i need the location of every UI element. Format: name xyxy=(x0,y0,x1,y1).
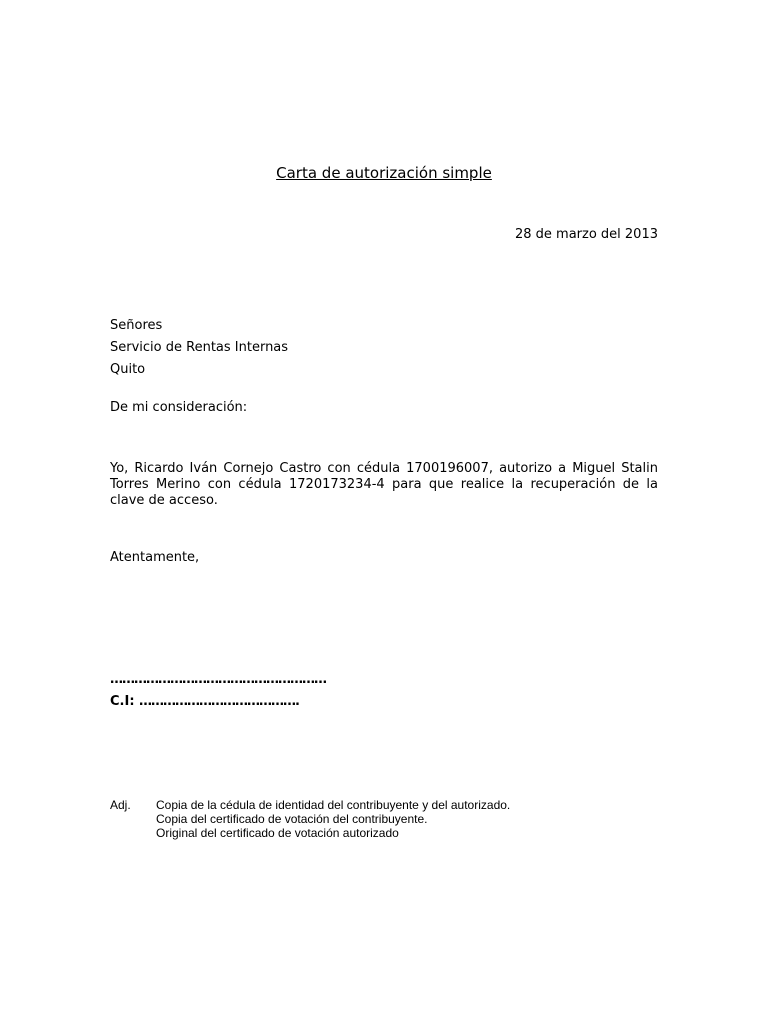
recipient-line-2: Servicio de Rentas Internas xyxy=(110,340,289,355)
attachments-label: Adj. xyxy=(110,798,131,812)
attachment-item: Copia del certificado de votación del contribuyente. xyxy=(156,812,428,826)
ci-line xyxy=(110,694,299,709)
body-paragraph: Yo, Ricardo Iván Cornejo Castro con cédula 1700196007, autorizo a Miguel Stalin Torres Merino con cédula 1720173234-4 para que realice la recuperación de la clave de acceso. xyxy=(110,461,658,508)
closing: Atentamente, xyxy=(110,550,200,565)
recipient-line-3: Quito xyxy=(110,362,146,377)
document-title: Carta de autorización simple xyxy=(276,164,492,182)
recipient-line-1: Señores xyxy=(110,318,163,333)
greeting: De mi consideración: xyxy=(110,400,248,415)
letter-date: 28 de marzo del 2013 xyxy=(514,227,658,242)
attachment-item: Original del certificado de votación autorizado xyxy=(156,826,399,840)
signature-line: ……………………………………………… xyxy=(110,672,326,687)
ci-dots: …………………………………. xyxy=(139,694,299,709)
ci-label: C.I: xyxy=(110,694,135,709)
attachments-list xyxy=(156,798,616,840)
attachment-item: Copia de la cédula de identidad del contribuyente y del autorizado. xyxy=(156,798,511,812)
